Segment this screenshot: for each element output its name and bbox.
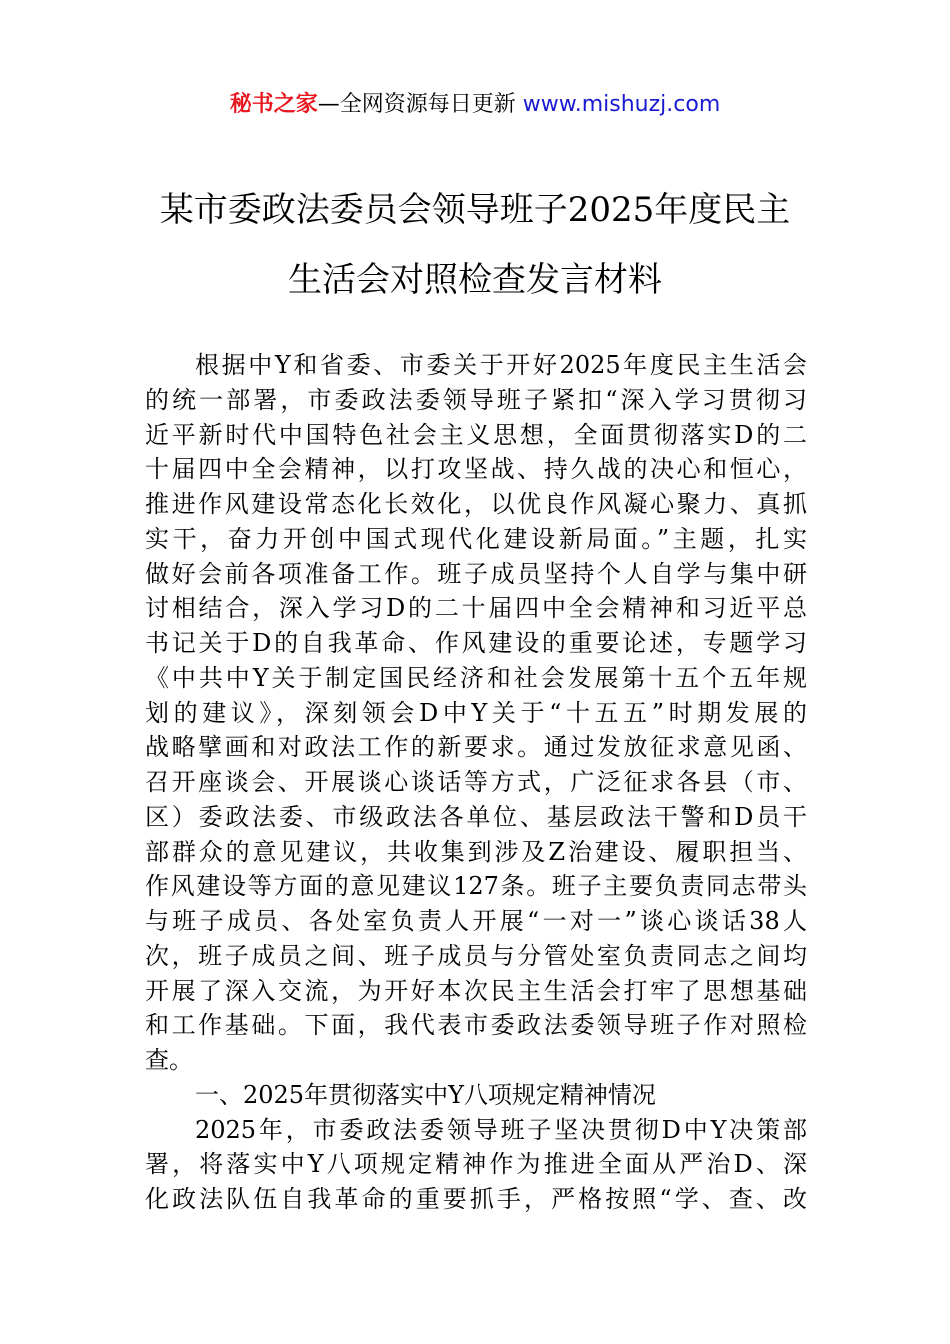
body-text-line: 十届四中全会精神，以打攻坚战、持久战的决心和恒心，: [145, 455, 807, 484]
body-text-line: 次，班子成员之间、班子成员与分管处室负责同志之间均: [145, 941, 807, 970]
document-title: [0, 175, 950, 315]
body-text-line: 讨相结合，深入学习D的二十届四中全会精神和习近平总: [145, 594, 807, 623]
banner-slogan: —全网资源每日更新: [317, 92, 523, 117]
body-text-line: 与班子成员、各处室负责人开展“一对一”谈心谈话38人: [145, 907, 807, 935]
body-text-line: 区）委政法委、市级政法各单位、基层政法干警和D员干: [145, 802, 807, 831]
body-text-line: 部群众的意见建议，共收集到涉及Z治建设、履职担当、: [145, 837, 807, 866]
body-text-line: 做好会前各项准备工作。班子成员坚持个人自学与集中研: [145, 559, 807, 588]
body-text-line: 查。: [145, 1046, 193, 1074]
title-line: 某市委政法委员会领导班子2025年度民主: [159, 190, 791, 230]
body-text-line: 划的建议》，深刻领会D中Y关于“十五五”时期发展的: [145, 698, 807, 727]
body-text-line: 实干，奋力开创中国式现代化建设新局面。”主题，扎实: [145, 524, 807, 553]
brand-name: 秘书之家: [229, 92, 318, 117]
body-text-line: 推进作风建设常态化长效化，以优良作风凝心聚力、真抓: [145, 490, 807, 518]
site-banner: [0, 88, 950, 122]
body-text-line: 作风建设等方面的意见建议127条。班子主要负责同志带头: [145, 872, 807, 901]
site-url-link[interactable]: www.mishuzj.com: [522, 92, 721, 117]
document-body: [145, 348, 807, 1217]
body-text-line: 一、2025年贯彻落实中Y八项规定精神情况: [195, 1080, 656, 1109]
body-text-line: 的统一部署，市委政法委领导班子紧扣“深入学习贯彻习: [145, 385, 807, 414]
body-text-line: 化政法队伍自我革命的重要抓手，严格按照“学、查、改: [145, 1185, 807, 1213]
body-text-line: 战略擘画和对政法工作的新要求。通过发放征求意见函、: [145, 733, 807, 762]
body-text-line: 署，将落实中Y八项规定精神作为推进全面从严治D、深: [145, 1150, 807, 1179]
body-text-line: 《中共中Y关于制定国民经济和社会发展第十五个五年规: [145, 663, 807, 692]
body-text-line: 召开座谈会、开展谈心谈话等方式，广泛征求各县（市、: [145, 768, 807, 796]
body-text-line: 和工作基础。下面，我代表市委政法委领导班子作对照检: [145, 1011, 807, 1040]
body-text-line: 根据中Y和省委、市委关于开好2025年度民主生活会: [195, 351, 807, 379]
body-text-line: 开展了深入交流，为开好本次民主生活会打牢了思想基础: [145, 976, 807, 1005]
body-text-line: 2025年，市委政法委领导班子坚决贯彻D中Y决策部: [195, 1115, 807, 1144]
body-text-line: 近平新时代中国特色社会主义思想，全面贯彻落实D的二: [145, 420, 807, 449]
body-text-line: 书记关于D的自我革命、作风建设的重要论述，专题学习: [145, 629, 807, 657]
title-line: 生活会对照检查发言材料: [288, 260, 662, 300]
